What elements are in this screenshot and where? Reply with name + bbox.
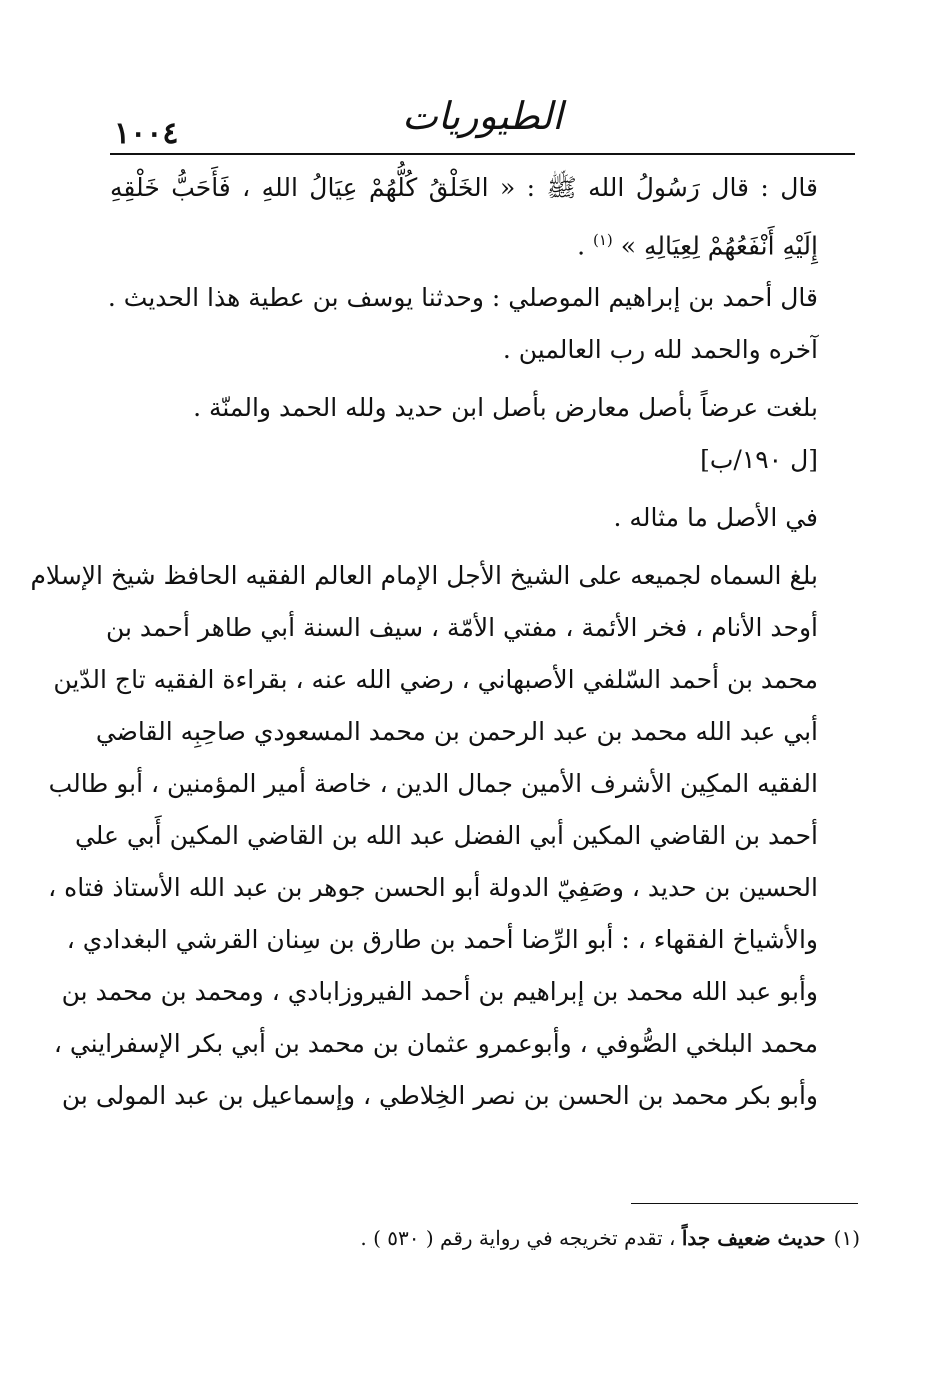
footnote-text: ، تقدم تخريجه في رواية رقم ( ٥٣٠ ) . bbox=[360, 1226, 676, 1250]
body-line: الحسين بن حديد ، وصَفِيّ الدولة أبو الحسن جوهر بن عبد الله الأستاذ فتاه ، bbox=[48, 873, 818, 902]
footnote-rule bbox=[631, 1203, 858, 1204]
body-line: أوحد الأنام ، فخر الأئمة ، مفتي الأمّة ، سيف السنة أبي طاهر أحمد بن bbox=[105, 613, 818, 642]
header-rule bbox=[110, 153, 855, 155]
body-line: بلغ السماه لجميعه على الشيخ الأجل الإمام العالم الفقيه الحافظ شيخ الإسلام bbox=[30, 561, 818, 590]
body-line: محمد بن أحمد السّلفي الأصبهاني ، رضي الله عنه ، بقراءة الفقيه تاج الدّين bbox=[53, 665, 818, 694]
footnote-number: (١) bbox=[833, 1226, 860, 1250]
body-line: بلغت عرضاً بأصل معارض بأصل ابن حديد ولله الحمد والمنّة . bbox=[193, 393, 818, 422]
running-title: الطيوريات bbox=[402, 94, 563, 138]
body-line: الفقيه المكِين الأشرف الأمين جمال الدين ، خاصة أمير المؤمنين ، أبو طالب bbox=[48, 769, 818, 798]
footnote-bold-text: حديث ضعيف جداً bbox=[681, 1226, 826, 1250]
folio-reference: [ل ١٩٠/ب] bbox=[700, 445, 818, 474]
page-number: ١٠٠٤ bbox=[114, 116, 179, 151]
body-line: قال أحمد بن إبراهيم الموصلي : وحدثنا يوسف بن عطية هذا الحديث . bbox=[107, 283, 818, 312]
body-line bbox=[110, 214, 818, 266]
body-line: في الأصل ما مثاله . bbox=[613, 503, 818, 532]
body-line: محمد البلخي الصُّوفي ، وأبوعمرو عثمان بن محمد بن أبي بكر الإسفرايني ، bbox=[53, 1029, 818, 1058]
body-line: قال : قال رَسُولُ الله ﷺ : « الخَلْقُ كُلُّهُمْ عِيَالُ اللهِ ، فَأَحَبُّ خَلْقِهِ bbox=[110, 173, 818, 202]
footnote-reference: (١) bbox=[592, 231, 613, 249]
body-line-end: . bbox=[577, 231, 586, 261]
body-line: آخره والحمد لله رب العالمين . bbox=[502, 335, 818, 364]
body-line: والأشياخ الفقهاء ، : أبو الرِّضا أحمد بن طارق بن سِنان القرشي البغدادي ، bbox=[66, 925, 818, 954]
footnote bbox=[300, 1226, 860, 1250]
body-text bbox=[30, 162, 818, 1116]
page-header bbox=[110, 88, 855, 152]
body-line: وأبو بكر محمد بن الحسن بن نصر الخِلاطي ، وإسماعيل بن عبد المولى بن bbox=[61, 1081, 818, 1110]
body-line: وأبو عبد الله محمد بن إبراهيم بن أحمد الفيروزابادي ، ومحمد بن محمد بن bbox=[61, 977, 818, 1006]
body-line: أحمد بن القاضي المكين أبي الفضل عبد الله بن القاضي المكين أَبي علي bbox=[74, 821, 818, 850]
body-line: أبي عبد الله محمد بن عبد الرحمن بن محمد المسعودي صاحِبِه القاضي bbox=[95, 717, 818, 746]
body-line-text: إِلَيْهِ أَنْفَعُهُمْ لِعِيَالِهِ » bbox=[612, 231, 818, 261]
